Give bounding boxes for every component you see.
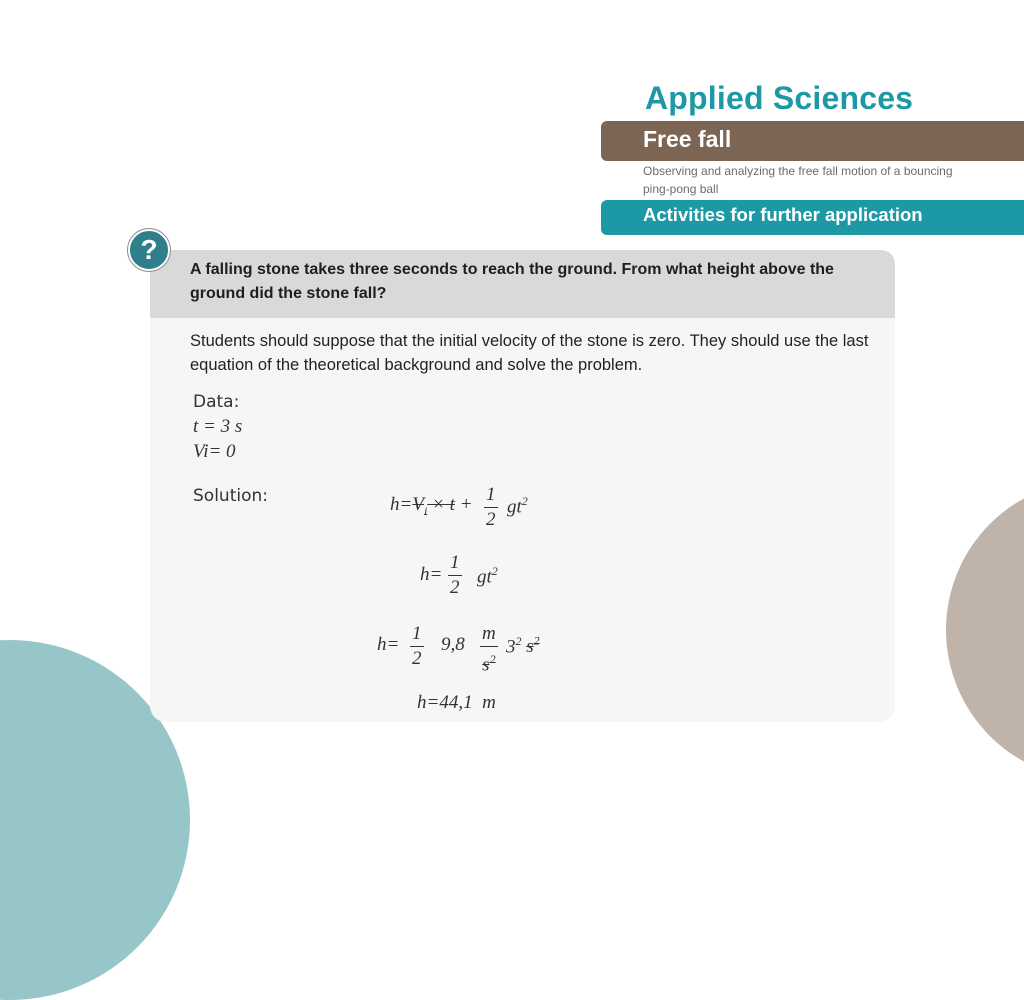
eq3-fraction [410, 624, 424, 669]
eq3-t-exp: 2 [515, 634, 522, 648]
topic-subtitle: Observing and analyzing the free fall motion of a bouncing ping-pong ball [643, 164, 953, 196]
eq3-unit-num: m [482, 623, 496, 644]
eq3-s-exp: 2 [533, 634, 540, 648]
eq1-denominator: 2 [486, 509, 496, 530]
eq3-t: 3 [506, 636, 516, 658]
eq1-times: × [432, 494, 445, 515]
eq1-lhs: h= [390, 494, 413, 515]
eq1-gt: gt [507, 496, 522, 518]
eq2-numerator: 1 [450, 552, 460, 573]
eq3-unit-fraction [480, 624, 498, 675]
eq3-unit-den-exp: 2 [489, 652, 496, 666]
equation-4: h=44,1 m [417, 692, 496, 713]
question-mark-icon: ? [128, 229, 170, 271]
section-title: Activities for further application [643, 204, 923, 225]
decorative-tan-circle [946, 480, 1024, 780]
question-text: A falling stone takes three seconds to reach the ground. From what height above the ground did the stone fall? [190, 261, 834, 302]
brand-title: Applied Sciences [645, 80, 914, 116]
eq2-exp: 2 [491, 564, 498, 578]
data-initial-velocity: Vi= 0 [193, 441, 236, 462]
data-time: t = 3 s [193, 416, 243, 437]
eq3-lhs: h= [377, 634, 400, 655]
eq3-numerator: 1 [412, 623, 422, 644]
eq3-unit-den: s [482, 654, 490, 676]
eq2-gt: gt [477, 566, 492, 588]
solution-label: Solution: [193, 486, 268, 506]
topic-title: Free fall [643, 126, 732, 152]
eq3-s: s [526, 636, 534, 658]
eq2-denominator: 2 [450, 577, 460, 598]
eq2-fraction [448, 553, 462, 598]
eq1-vi: V [412, 494, 424, 515]
eq1-fraction [484, 485, 498, 530]
eq2-lhs: h= [420, 564, 443, 585]
data-label: Data: [193, 392, 240, 412]
eq1-numerator: 1 [486, 484, 496, 505]
eq1-t: t [449, 494, 455, 515]
eq3-denominator: 2 [412, 648, 422, 669]
eq1-exp: 2 [521, 494, 528, 508]
eq1-vi-sub: i [423, 503, 428, 518]
eq1-plus: + [459, 494, 473, 515]
eq3-g: 9,8 [441, 634, 465, 655]
answer-text: Students should suppose that the initial velocity of the stone is zero. They should use the last equation of the theoretical background and solve the problem. [190, 332, 869, 374]
